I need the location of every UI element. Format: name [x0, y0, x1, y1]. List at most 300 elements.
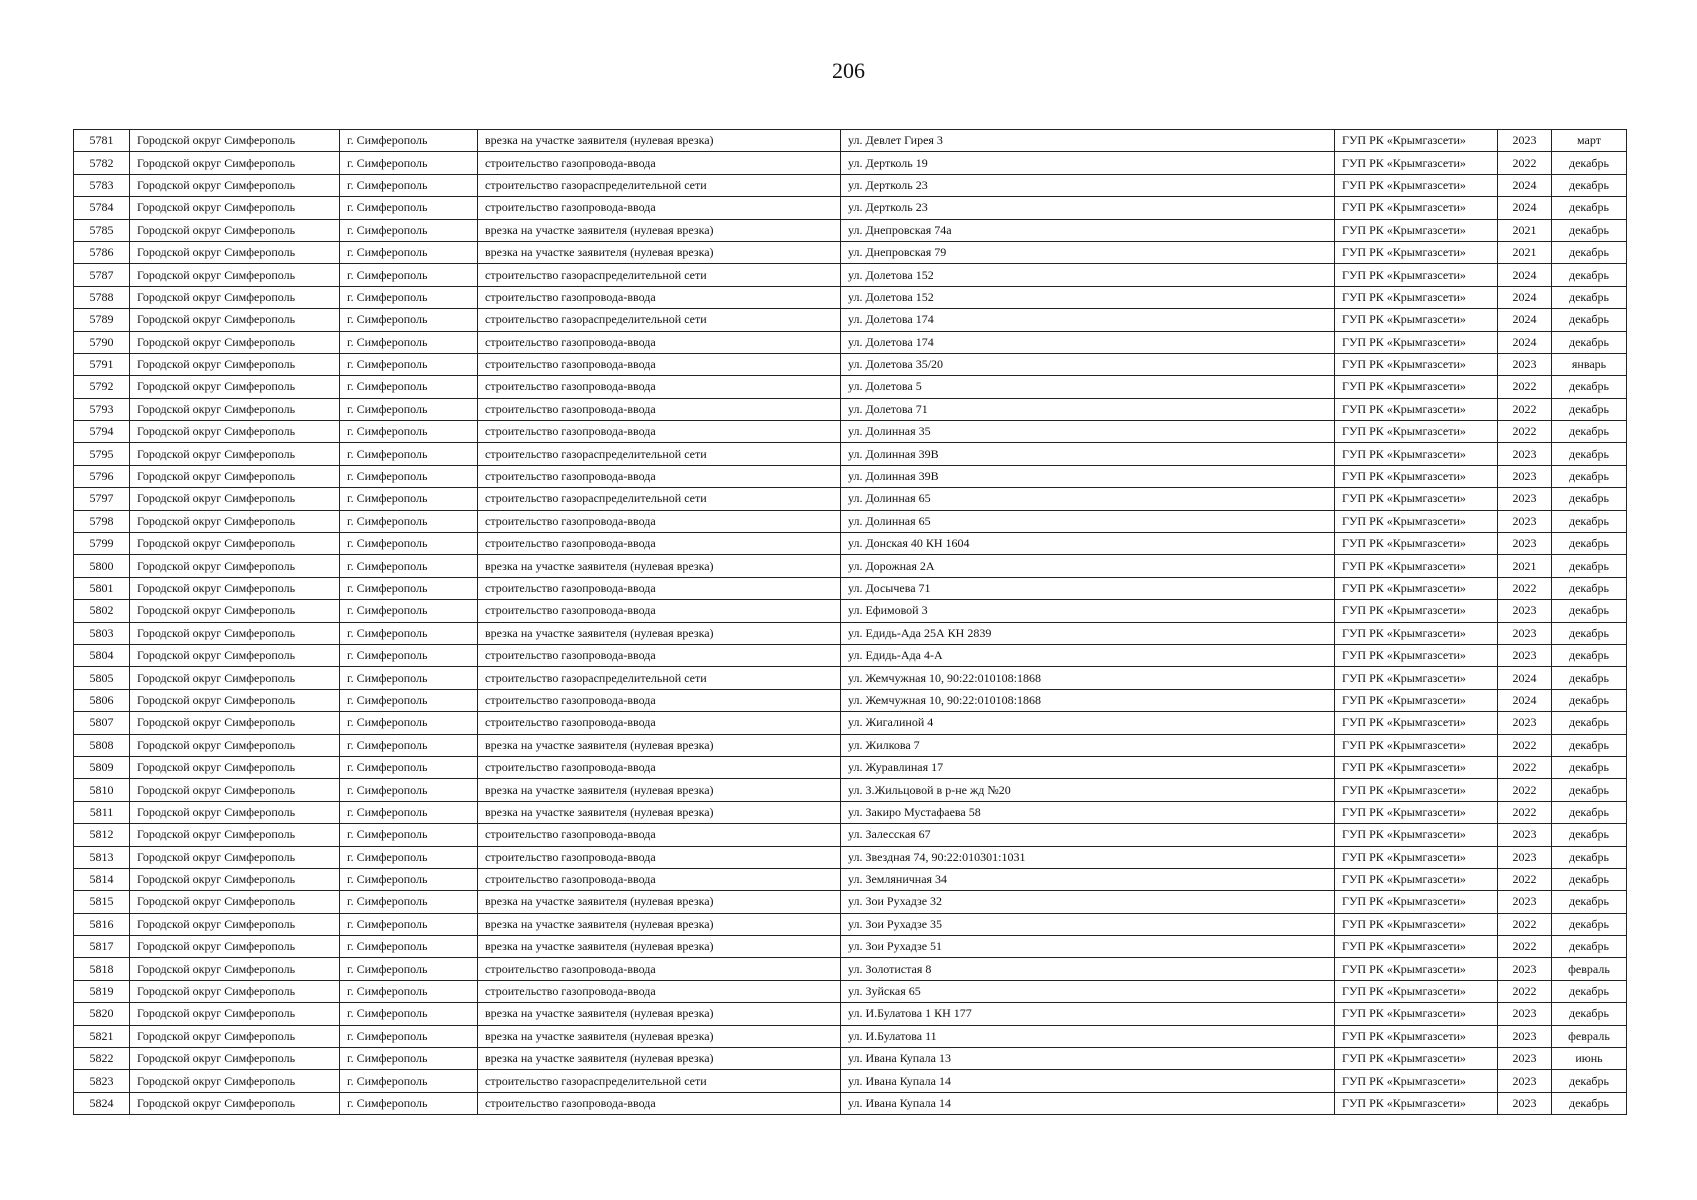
month-cell: декабрь [1552, 286, 1627, 308]
year-cell: 2024 [1498, 264, 1552, 286]
address-cell: ул. Днепровская 79 [841, 241, 1335, 263]
work-type-cell: врезка на участке заявителя (нулевая врезка) [478, 891, 841, 913]
organization-cell: ГУП РК «Крымгазсети» [1335, 913, 1498, 935]
city-cell: г. Симферополь [340, 219, 478, 241]
month-cell: февраль [1552, 1025, 1627, 1047]
work-type-cell: врезка на участке заявителя (нулевая врезка) [478, 555, 841, 577]
district-cell: Городской округ Симферополь [130, 779, 340, 801]
month-cell: декабрь [1552, 331, 1627, 353]
district-cell: Городской округ Симферополь [130, 712, 340, 734]
city-cell: г. Симферополь [340, 331, 478, 353]
table-row [74, 533, 1627, 555]
district-cell: Городской округ Симферополь [130, 756, 340, 778]
row-number: 5782 [74, 152, 130, 174]
table-row [74, 197, 1627, 219]
work-type-cell: строительство газораспределительной сети [478, 667, 841, 689]
month-cell: декабрь [1552, 555, 1627, 577]
organization-cell: ГУП РК «Крымгазсети» [1335, 1025, 1498, 1047]
year-cell: 2022 [1498, 152, 1552, 174]
organization-cell: ГУП РК «Крымгазсети» [1335, 756, 1498, 778]
city-cell: г. Симферополь [340, 667, 478, 689]
work-type-cell: строительство газопровода-ввода [478, 331, 841, 353]
city-cell: г. Симферополь [340, 443, 478, 465]
district-cell: Городской округ Симферополь [130, 980, 340, 1002]
address-cell: ул. Залесская 67 [841, 824, 1335, 846]
city-cell: г. Симферополь [340, 801, 478, 823]
row-number: 5803 [74, 622, 130, 644]
row-number: 5801 [74, 577, 130, 599]
table-row [74, 331, 1627, 353]
month-cell: декабрь [1552, 622, 1627, 644]
month-cell: декабрь [1552, 712, 1627, 734]
row-number: 5807 [74, 712, 130, 734]
year-cell: 2023 [1498, 1048, 1552, 1070]
address-cell: ул. Дертколь 23 [841, 197, 1335, 219]
district-cell: Городской округ Симферополь [130, 286, 340, 308]
work-type-cell: строительство газопровода-ввода [478, 353, 841, 375]
work-type-cell: строительство газопровода-ввода [478, 600, 841, 622]
address-cell: ул. Золотистая 8 [841, 958, 1335, 980]
year-cell: 2023 [1498, 891, 1552, 913]
table-row [74, 421, 1627, 443]
district-cell: Городской округ Симферополь [130, 152, 340, 174]
work-type-cell: врезка на участке заявителя (нулевая врезка) [478, 801, 841, 823]
city-cell: г. Симферополь [340, 756, 478, 778]
district-cell: Городской округ Симферополь [130, 376, 340, 398]
district-cell: Городской округ Симферополь [130, 846, 340, 868]
month-cell: декабрь [1552, 846, 1627, 868]
address-cell: ул. Девлет Гирея 3 [841, 130, 1335, 152]
month-cell: декабрь [1552, 510, 1627, 532]
address-cell: ул. И.Булатова 1 КН 177 [841, 1003, 1335, 1025]
work-type-cell: врезка на участке заявителя (нулевая врезка) [478, 779, 841, 801]
row-number: 5813 [74, 846, 130, 868]
month-cell: декабрь [1552, 756, 1627, 778]
organization-cell: ГУП РК «Крымгазсети» [1335, 286, 1498, 308]
table-row [74, 219, 1627, 241]
table-row [74, 801, 1627, 823]
organization-cell: ГУП РК «Крымгазсети» [1335, 846, 1498, 868]
row-number: 5784 [74, 197, 130, 219]
year-cell: 2024 [1498, 286, 1552, 308]
city-cell: г. Симферополь [340, 980, 478, 1002]
row-number: 5822 [74, 1048, 130, 1070]
organization-cell: ГУП РК «Крымгазсети» [1335, 801, 1498, 823]
district-cell: Городской округ Симферополь [130, 689, 340, 711]
month-cell: декабрь [1552, 801, 1627, 823]
city-cell: г. Симферополь [340, 510, 478, 532]
row-number: 5794 [74, 421, 130, 443]
row-number: 5792 [74, 376, 130, 398]
address-cell: ул. Eдидь-Ада 4-А [841, 644, 1335, 666]
organization-cell: ГУП РК «Крымгазсети» [1335, 555, 1498, 577]
district-cell: Городской округ Симферополь [130, 533, 340, 555]
city-cell: г. Симферополь [340, 936, 478, 958]
city-cell: г. Симферополь [340, 152, 478, 174]
table-row [74, 353, 1627, 375]
district-cell: Городской округ Симферополь [130, 398, 340, 420]
year-cell: 2022 [1498, 376, 1552, 398]
row-number: 5781 [74, 130, 130, 152]
district-cell: Городской округ Симферополь [130, 309, 340, 331]
district-cell: Городской округ Симферополь [130, 555, 340, 577]
year-cell: 2022 [1498, 913, 1552, 935]
year-cell: 2023 [1498, 846, 1552, 868]
table-row [74, 398, 1627, 420]
work-type-cell: врезка на участке заявителя (нулевая врезка) [478, 219, 841, 241]
year-cell: 2022 [1498, 756, 1552, 778]
table-row [74, 667, 1627, 689]
city-cell: г. Симферополь [340, 376, 478, 398]
work-type-cell: врезка на участке заявителя (нулевая врезка) [478, 913, 841, 935]
work-type-cell: строительство газопровода-ввода [478, 577, 841, 599]
city-cell: г. Симферополь [340, 1070, 478, 1092]
row-number: 5805 [74, 667, 130, 689]
registry-rows [74, 130, 1627, 1115]
row-number: 5809 [74, 756, 130, 778]
year-cell: 2023 [1498, 958, 1552, 980]
table-row [74, 712, 1627, 734]
table-row [74, 689, 1627, 711]
city-cell: г. Симферополь [340, 1003, 478, 1025]
table-row [74, 577, 1627, 599]
table-row [74, 152, 1627, 174]
city-cell: г. Симферополь [340, 533, 478, 555]
organization-cell: ГУП РК «Крымгазсети» [1335, 197, 1498, 219]
work-type-cell: строительство газопровода-ввода [478, 510, 841, 532]
work-type-cell: строительство газораспределительной сети [478, 309, 841, 331]
work-type-cell: врезка на участке заявителя (нулевая врезка) [478, 1048, 841, 1070]
table-row [74, 846, 1627, 868]
work-type-cell: строительство газопровода-ввода [478, 980, 841, 1002]
address-cell: ул. Дертколь 23 [841, 174, 1335, 196]
table-row [74, 1003, 1627, 1025]
month-cell: декабрь [1552, 600, 1627, 622]
row-number: 5788 [74, 286, 130, 308]
work-type-cell: строительство газораспределительной сети [478, 1070, 841, 1092]
row-number: 5785 [74, 219, 130, 241]
month-cell: декабрь [1552, 488, 1627, 510]
month-cell: январь [1552, 353, 1627, 375]
row-number: 5819 [74, 980, 130, 1002]
table-row [74, 980, 1627, 1002]
work-type-cell: строительство газопровода-ввода [478, 756, 841, 778]
district-cell: Городской округ Симферополь [130, 197, 340, 219]
city-cell: г. Симферополь [340, 689, 478, 711]
month-cell: декабрь [1552, 1092, 1627, 1114]
month-cell: декабрь [1552, 891, 1627, 913]
city-cell: г. Симферополь [340, 913, 478, 935]
year-cell: 2024 [1498, 174, 1552, 196]
table-row [74, 913, 1627, 935]
address-cell: ул. Ивана Купала 13 [841, 1048, 1335, 1070]
organization-cell: ГУП РК «Крымгазсети» [1335, 510, 1498, 532]
address-cell: ул. И.Булатова 11 [841, 1025, 1335, 1047]
city-cell: г. Симферополь [340, 600, 478, 622]
address-cell: ул. Жемчужная 10, 90:22:010108:1868 [841, 689, 1335, 711]
district-cell: Городской округ Симферополь [130, 510, 340, 532]
district-cell: Городской округ Симферополь [130, 913, 340, 935]
year-cell: 2023 [1498, 824, 1552, 846]
row-number: 5790 [74, 331, 130, 353]
work-type-cell: врезка на участке заявителя (нулевая врезка) [478, 1025, 841, 1047]
address-cell: ул. Зуйская 65 [841, 980, 1335, 1002]
table-row [74, 443, 1627, 465]
row-number: 5812 [74, 824, 130, 846]
year-cell: 2023 [1498, 644, 1552, 666]
address-cell: ул. Закиро Мустафаева 58 [841, 801, 1335, 823]
address-cell: ул. Долетова 174 [841, 309, 1335, 331]
organization-cell: ГУП РК «Крымгазсети» [1335, 644, 1498, 666]
district-cell: Городской округ Симферополь [130, 824, 340, 846]
district-cell: Городской округ Симферополь [130, 667, 340, 689]
district-cell: Городской округ Симферополь [130, 644, 340, 666]
district-cell: Городской округ Симферополь [130, 622, 340, 644]
address-cell: ул. Ивана Купала 14 [841, 1070, 1335, 1092]
organization-cell: ГУП РК «Крымгазсети» [1335, 958, 1498, 980]
table-row [74, 174, 1627, 196]
city-cell: г. Симферополь [340, 577, 478, 599]
month-cell: декабрь [1552, 868, 1627, 890]
row-number: 5795 [74, 443, 130, 465]
work-type-cell: строительство газопровода-ввода [478, 398, 841, 420]
city-cell: г. Симферополь [340, 264, 478, 286]
work-type-cell: строительство газораспределительной сети [478, 264, 841, 286]
year-cell: 2023 [1498, 353, 1552, 375]
address-cell: ул. Дорожная 2А [841, 555, 1335, 577]
row-number: 5811 [74, 801, 130, 823]
city-cell: г. Симферополь [340, 824, 478, 846]
district-cell: Городской округ Симферополь [130, 331, 340, 353]
month-cell: декабрь [1552, 219, 1627, 241]
address-cell: ул. З.Жильцовой в р-не жд №20 [841, 779, 1335, 801]
table-row [74, 1092, 1627, 1114]
district-cell: Городской округ Симферополь [130, 174, 340, 196]
city-cell: г. Симферополь [340, 286, 478, 308]
row-number: 5791 [74, 353, 130, 375]
address-cell: ул. Ивана Купала 14 [841, 1092, 1335, 1114]
year-cell: 2023 [1498, 488, 1552, 510]
year-cell: 2022 [1498, 421, 1552, 443]
work-type-cell: строительство газопровода-ввода [478, 824, 841, 846]
month-cell: март [1552, 130, 1627, 152]
city-cell: г. Симферополь [340, 644, 478, 666]
table-row [74, 600, 1627, 622]
row-number: 5799 [74, 533, 130, 555]
district-cell: Городской округ Симферополь [130, 1092, 340, 1114]
address-cell: ул. Зои Рухадзе 32 [841, 891, 1335, 913]
work-type-cell: строительство газопровода-ввода [478, 712, 841, 734]
work-type-cell: строительство газопровода-ввода [478, 868, 841, 890]
organization-cell: ГУП РК «Крымгазсети» [1335, 331, 1498, 353]
month-cell: декабрь [1552, 689, 1627, 711]
month-cell: декабрь [1552, 577, 1627, 599]
year-cell: 2022 [1498, 936, 1552, 958]
organization-cell: ГУП РК «Крымгазсети» [1335, 152, 1498, 174]
organization-cell: ГУП РК «Крымгазсети» [1335, 824, 1498, 846]
year-cell: 2022 [1498, 577, 1552, 599]
city-cell: г. Симферополь [340, 398, 478, 420]
address-cell: ул. Звездная 74, 90:22:010301:1031 [841, 846, 1335, 868]
year-cell: 2023 [1498, 600, 1552, 622]
table-row [74, 868, 1627, 890]
table-row [74, 130, 1627, 152]
organization-cell: ГУП РК «Крымгазсети» [1335, 600, 1498, 622]
organization-cell: ГУП РК «Крымгазсети» [1335, 264, 1498, 286]
month-cell: декабрь [1552, 241, 1627, 263]
address-cell: ул. Eдидь-Ада 25А КН 2839 [841, 622, 1335, 644]
table-row [74, 1048, 1627, 1070]
year-cell: 2024 [1498, 331, 1552, 353]
organization-cell: ГУП РК «Крымгазсети» [1335, 734, 1498, 756]
address-cell: ул. Зои Рухадзе 51 [841, 936, 1335, 958]
month-cell: декабрь [1552, 197, 1627, 219]
work-type-cell: строительство газопровода-ввода [478, 689, 841, 711]
organization-cell: ГУП РК «Крымгазсети» [1335, 868, 1498, 890]
district-cell: Городской округ Симферополь [130, 443, 340, 465]
table-row [74, 824, 1627, 846]
city-cell: г. Симферополь [340, 712, 478, 734]
month-cell: декабрь [1552, 667, 1627, 689]
city-cell: г. Симферополь [340, 309, 478, 331]
table-row [74, 734, 1627, 756]
work-type-cell: врезка на участке заявителя (нулевая врезка) [478, 130, 841, 152]
table-row [74, 510, 1627, 532]
district-cell: Городской округ Симферополь [130, 130, 340, 152]
year-cell: 2023 [1498, 1070, 1552, 1092]
year-cell: 2023 [1498, 622, 1552, 644]
month-cell: декабрь [1552, 913, 1627, 935]
district-cell: Городской округ Симферополь [130, 488, 340, 510]
row-number: 5787 [74, 264, 130, 286]
work-type-cell: строительство газораспределительной сети [478, 443, 841, 465]
row-number: 5804 [74, 644, 130, 666]
month-cell: декабрь [1552, 824, 1627, 846]
work-type-cell: врезка на участке заявителя (нулевая врезка) [478, 1003, 841, 1025]
work-type-cell: строительство газопровода-ввода [478, 376, 841, 398]
city-cell: г. Симферополь [340, 130, 478, 152]
work-type-cell: строительство газопровода-ввода [478, 152, 841, 174]
district-cell: Городской округ Симферополь [130, 600, 340, 622]
district-cell: Городской округ Симферополь [130, 936, 340, 958]
address-cell: ул. Долинная 65 [841, 510, 1335, 532]
city-cell: г. Симферополь [340, 846, 478, 868]
row-number: 5824 [74, 1092, 130, 1114]
row-number: 5821 [74, 1025, 130, 1047]
city-cell: г. Симферополь [340, 622, 478, 644]
organization-cell: ГУП РК «Крымгазсети» [1335, 1003, 1498, 1025]
district-cell: Городской округ Симферополь [130, 219, 340, 241]
address-cell: ул. Журавлиная 17 [841, 756, 1335, 778]
year-cell: 2021 [1498, 219, 1552, 241]
table-row [74, 891, 1627, 913]
row-number: 5793 [74, 398, 130, 420]
address-cell: ул. Ефимовой 3 [841, 600, 1335, 622]
district-cell: Городской округ Симферополь [130, 353, 340, 375]
address-cell: ул. Долетова 5 [841, 376, 1335, 398]
year-cell: 2023 [1498, 510, 1552, 532]
organization-cell: ГУП РК «Крымгазсети» [1335, 980, 1498, 1002]
address-cell: ул. Жигалиной 4 [841, 712, 1335, 734]
organization-cell: ГУП РК «Крымгазсети» [1335, 1070, 1498, 1092]
month-cell: декабрь [1552, 644, 1627, 666]
organization-cell: ГУП РК «Крымгазсети» [1335, 398, 1498, 420]
city-cell: г. Симферополь [340, 197, 478, 219]
year-cell: 2023 [1498, 712, 1552, 734]
year-cell: 2023 [1498, 533, 1552, 555]
table-row [74, 936, 1627, 958]
district-cell: Городской округ Симферополь [130, 891, 340, 913]
organization-cell: ГУП РК «Крымгазсети» [1335, 891, 1498, 913]
organization-cell: ГУП РК «Крымгазсети» [1335, 241, 1498, 263]
month-cell: декабрь [1552, 152, 1627, 174]
organization-cell: ГУП РК «Крымгазсети» [1335, 174, 1498, 196]
table-row [74, 958, 1627, 980]
work-type-cell: врезка на участке заявителя (нулевая врезка) [478, 241, 841, 263]
organization-cell: ГУП РК «Крымгазсети» [1335, 219, 1498, 241]
month-cell: декабрь [1552, 779, 1627, 801]
year-cell: 2024 [1498, 667, 1552, 689]
year-cell: 2022 [1498, 779, 1552, 801]
district-cell: Городской округ Симферополь [130, 1025, 340, 1047]
month-cell: декабрь [1552, 443, 1627, 465]
table-row [74, 286, 1627, 308]
registry-table [73, 129, 1627, 1115]
month-cell: декабрь [1552, 309, 1627, 331]
month-cell: декабрь [1552, 398, 1627, 420]
month-cell: декабрь [1552, 1070, 1627, 1092]
city-cell: г. Симферополь [340, 1025, 478, 1047]
city-cell: г. Симферополь [340, 421, 478, 443]
year-cell: 2023 [1498, 465, 1552, 487]
address-cell: ул. Днепровская 74а [841, 219, 1335, 241]
work-type-cell: строительство газопровода-ввода [478, 958, 841, 980]
address-cell: ул. Жемчужная 10, 90:22:010108:1868 [841, 667, 1335, 689]
month-cell: декабрь [1552, 376, 1627, 398]
address-cell: ул. Долетова 152 [841, 264, 1335, 286]
page-number: 206 [832, 58, 865, 83]
table-row [74, 264, 1627, 286]
year-cell: 2021 [1498, 241, 1552, 263]
city-cell: г. Симферополь [340, 488, 478, 510]
city-cell: г. Симферополь [340, 174, 478, 196]
month-cell: декабрь [1552, 1003, 1627, 1025]
organization-cell: ГУП РК «Крымгазсети» [1335, 353, 1498, 375]
organization-cell: ГУП РК «Крымгазсети» [1335, 667, 1498, 689]
year-cell: 2023 [1498, 1003, 1552, 1025]
city-cell: г. Симферополь [340, 958, 478, 980]
table-row [74, 756, 1627, 778]
work-type-cell: строительство газопровода-ввода [478, 1092, 841, 1114]
table-row [74, 488, 1627, 510]
district-cell: Городской округ Симферополь [130, 868, 340, 890]
month-cell: декабрь [1552, 421, 1627, 443]
row-number: 5816 [74, 913, 130, 935]
table-row [74, 376, 1627, 398]
year-cell: 2022 [1498, 868, 1552, 890]
row-number: 5818 [74, 958, 130, 980]
work-type-cell: строительство газопровода-ввода [478, 197, 841, 219]
row-number: 5783 [74, 174, 130, 196]
month-cell: декабрь [1552, 734, 1627, 756]
work-type-cell: строительство газопровода-ввода [478, 465, 841, 487]
month-cell: декабрь [1552, 980, 1627, 1002]
organization-cell: ГУП РК «Крымгазсети» [1335, 465, 1498, 487]
address-cell: ул. Долетова 174 [841, 331, 1335, 353]
row-number: 5802 [74, 600, 130, 622]
district-cell: Городской округ Симферополь [130, 264, 340, 286]
month-cell: декабрь [1552, 936, 1627, 958]
